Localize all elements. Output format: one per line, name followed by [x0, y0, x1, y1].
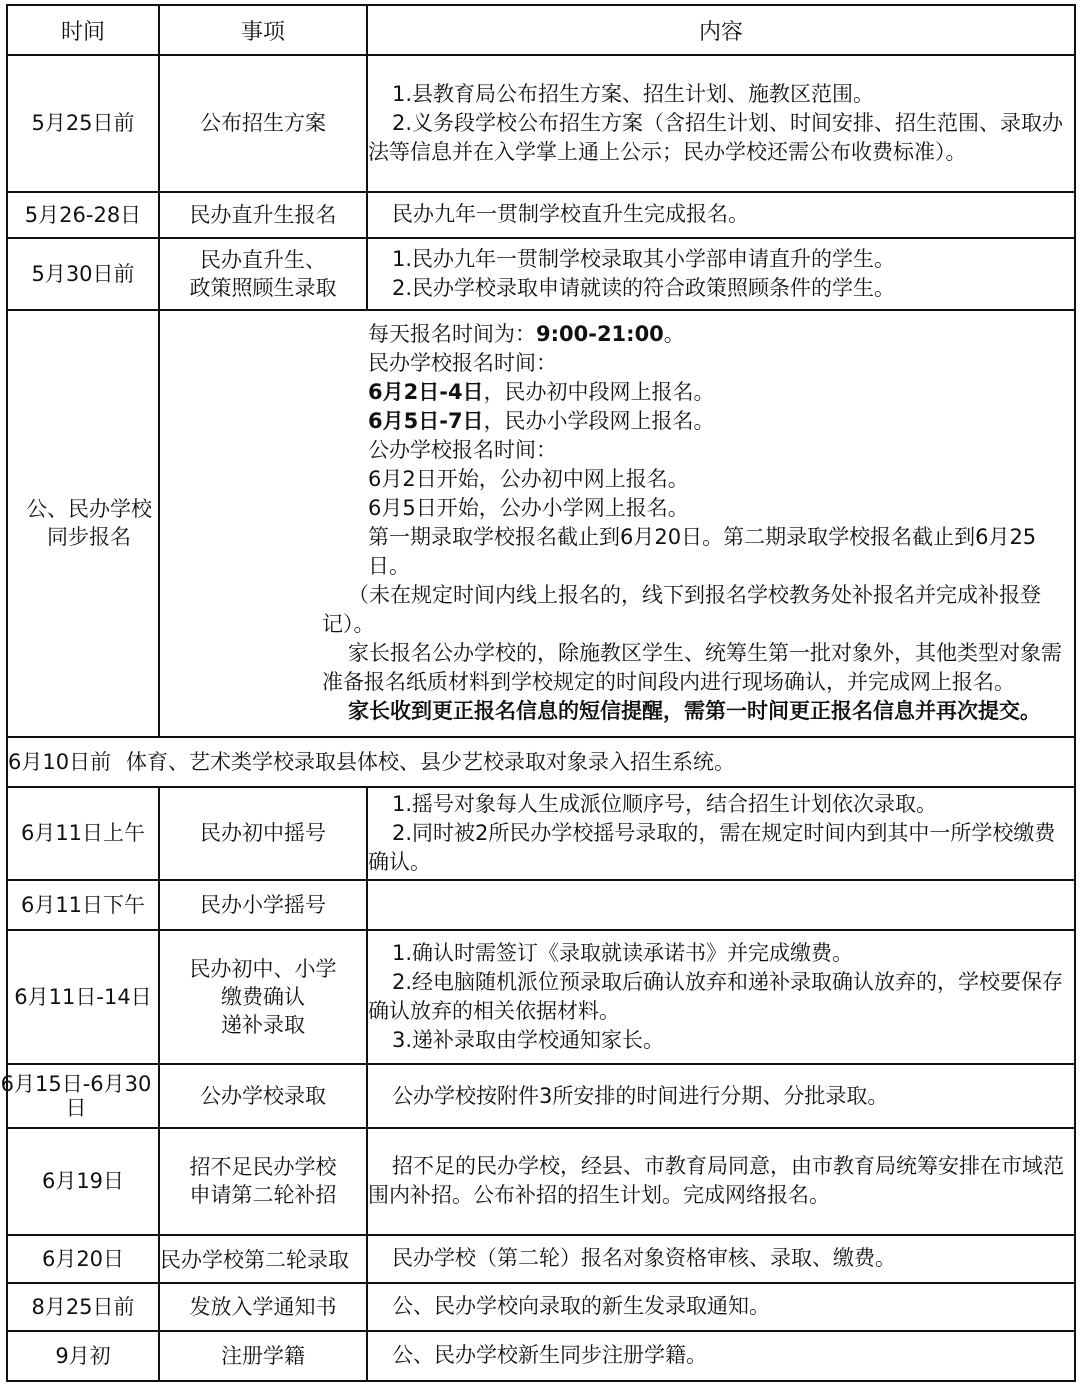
table-row: [7, 1331, 1075, 1381]
private-line-2: 6月5日-7日，民办小学段网上报名。: [368, 409, 715, 434]
item-line: 政策照顾生录取: [189, 275, 337, 300]
public-title: 公办学校报名时间：: [368, 438, 557, 463]
row-time: 5月25日前: [7, 55, 159, 191]
row-content: [367, 1128, 1075, 1234]
item-line: 招不足民办学校: [189, 1155, 337, 1180]
row-time: 8月25日前: [7, 1283, 159, 1331]
table-row: [7, 1064, 1075, 1128]
table-row: [7, 737, 1075, 787]
row-time: 5月26-28日: [7, 192, 159, 238]
content-line: 公办学校按附件3所安排的时间进行分期、分批录取。: [392, 1083, 889, 1108]
row-time: 6月11日下午: [7, 880, 159, 930]
content-line: 1.民办九年一贯制学校录取其小学部申请直升的学生。: [392, 246, 896, 271]
sms-notice-line: 家长收到更正报名信息的短信提醒，需第一时间更正报名信息并再次提交。: [348, 699, 1041, 724]
item-line: 递补录取: [221, 1012, 305, 1037]
table-row-signup: [7, 310, 1075, 737]
content-line: 1.摇号对象每人生成派位顺序号，结合招生计划依次录取。: [392, 791, 938, 816]
content-line: 公、民办学校新生同步注册学籍。: [392, 1343, 707, 1368]
public-line-2: 6月5日开始，公办小学网上报名。: [368, 496, 689, 521]
table-row: [7, 1283, 1075, 1331]
row-content: [367, 1235, 1075, 1283]
table-row: [7, 238, 1075, 310]
confirm-line: 家长报名公办学校的，除施教区学生、统筹生第一批对象外，其他类型对象需准备报名纸质材料到学校规定的时间段内进行现场确认，并完成网上报名。: [322, 641, 1062, 695]
signup-content: [159, 310, 1075, 737]
offline-line: （未在规定时间内线上报名的，线下到报名学校教务处补报名并完成补报登记）。: [322, 583, 1041, 637]
row-time: 6月15日-6月30日: [7, 1064, 159, 1128]
row-item: 民办小学摇号: [159, 880, 367, 930]
deadline-line: 第一期录取学校报名截止到6月20日。第二期录取学校报名截止到6月25日。: [368, 525, 1037, 579]
public-line-1: 6月2日开始，公办初中网上报名。: [368, 467, 689, 492]
row-time: 9月初: [7, 1331, 159, 1381]
row-item: 民办直升生报名: [159, 192, 367, 238]
table-row: [7, 880, 1075, 930]
item-line: 申请第二轮补招: [189, 1183, 337, 1208]
enrollment-schedule-table: [0, 4, 1076, 1382]
private-line-1: 6月2日-4日，民办初中段网上报名。: [368, 380, 715, 405]
content-line: 2.义务段学校公布招生方案（含招生计划、时间安排、招生范围、录取办法等信息并在入学掌上通上公示；民办学校还需公布收费标准）。: [368, 110, 1064, 164]
row-item: 公布招生方案: [159, 55, 367, 191]
content-line: 3.递补录取由学校通知家长。: [392, 1027, 665, 1052]
row-time: [7, 310, 159, 737]
row-item: 民办初中摇号: [159, 787, 367, 879]
content-line: 民办九年一贯制学校直升生完成报名。: [392, 202, 749, 227]
row-time: 6月10日前: [8, 750, 112, 775]
row-item: [159, 930, 367, 1064]
row-content: [367, 238, 1075, 310]
table-row: [7, 192, 1075, 238]
row-item: 发放入学通知书: [159, 1283, 367, 1331]
header-time: 时间: [7, 5, 159, 55]
table-row: [7, 930, 1075, 1064]
row-time: 5月30日前: [7, 238, 159, 310]
row-content: [367, 930, 1075, 1064]
private-title: 民办学校报名时间：: [368, 351, 557, 376]
row-content: [367, 880, 1075, 930]
item-line: 民办直升生、: [200, 247, 326, 272]
table-row: [7, 55, 1075, 191]
row-time: 6月11日上午: [7, 787, 159, 879]
content-line: 招不足的民办学校，经县、市教育局同意，由市教育局统筹安排在市域范围内补招。公布补招的招生计划。完成网络报名。: [368, 1154, 1064, 1208]
row-content: 体育、艺术类学校录取县体校、县少艺校录取对象录入招生系统。: [126, 750, 735, 775]
content-line: 2.同时被2所民办学校摇号录取的，需在规定时间内到其中一所学校缴费确认。: [368, 820, 1056, 874]
content-line: 1.确认时需签订《录取就读承诺书》并完成缴费。: [392, 940, 854, 965]
row-content: [367, 192, 1075, 238]
row-content: [367, 787, 1075, 879]
content-line: 2.民办学校录取申请就读的符合政策照顾条件的学生。: [392, 275, 896, 300]
row-content: [367, 1331, 1075, 1381]
table-row: [7, 1128, 1075, 1234]
content-line: 民办学校（第二轮）报名对象资格审核、录取、缴费。: [392, 1246, 896, 1271]
row-item: 公办学校录取: [159, 1064, 367, 1128]
table-row: [7, 787, 1075, 879]
signup-time-label: 公、民办学校同步报名: [26, 497, 152, 550]
row-item: 注册学籍: [159, 1331, 367, 1381]
row-item: 民办学校第二轮录取: [159, 1235, 367, 1283]
row-content: [367, 55, 1075, 191]
header-content: 内容: [367, 5, 1075, 55]
row-time: 6月19日: [7, 1128, 159, 1234]
row-merged: [7, 737, 1075, 787]
table-header-row: [7, 5, 1075, 55]
content-line: 2.经电脑随机派位预录取后确认放弃和递补录取确认放弃的，学校要保存确认放弃的相关依据材料。: [368, 969, 1064, 1023]
item-line: 缴费确认: [221, 984, 305, 1009]
row-item: [159, 238, 367, 310]
table-row: [7, 1235, 1075, 1283]
row-content: [367, 1283, 1075, 1331]
item-line: 民办初中、小学: [189, 956, 337, 981]
row-content: [367, 1064, 1075, 1128]
header-item: 事项: [159, 5, 367, 55]
daily-time-line: 每天报名时间为：9:00-21:00。: [368, 322, 685, 347]
content-line: 1.县教育局公布招生方案、招生计划、施教区范围。: [392, 81, 875, 106]
row-time: 6月11日-14日: [7, 930, 159, 1064]
row-item: [159, 1128, 367, 1234]
content-line: 公、民办学校向录取的新生发录取通知。: [392, 1294, 770, 1319]
row-time: 6月20日: [7, 1235, 159, 1283]
